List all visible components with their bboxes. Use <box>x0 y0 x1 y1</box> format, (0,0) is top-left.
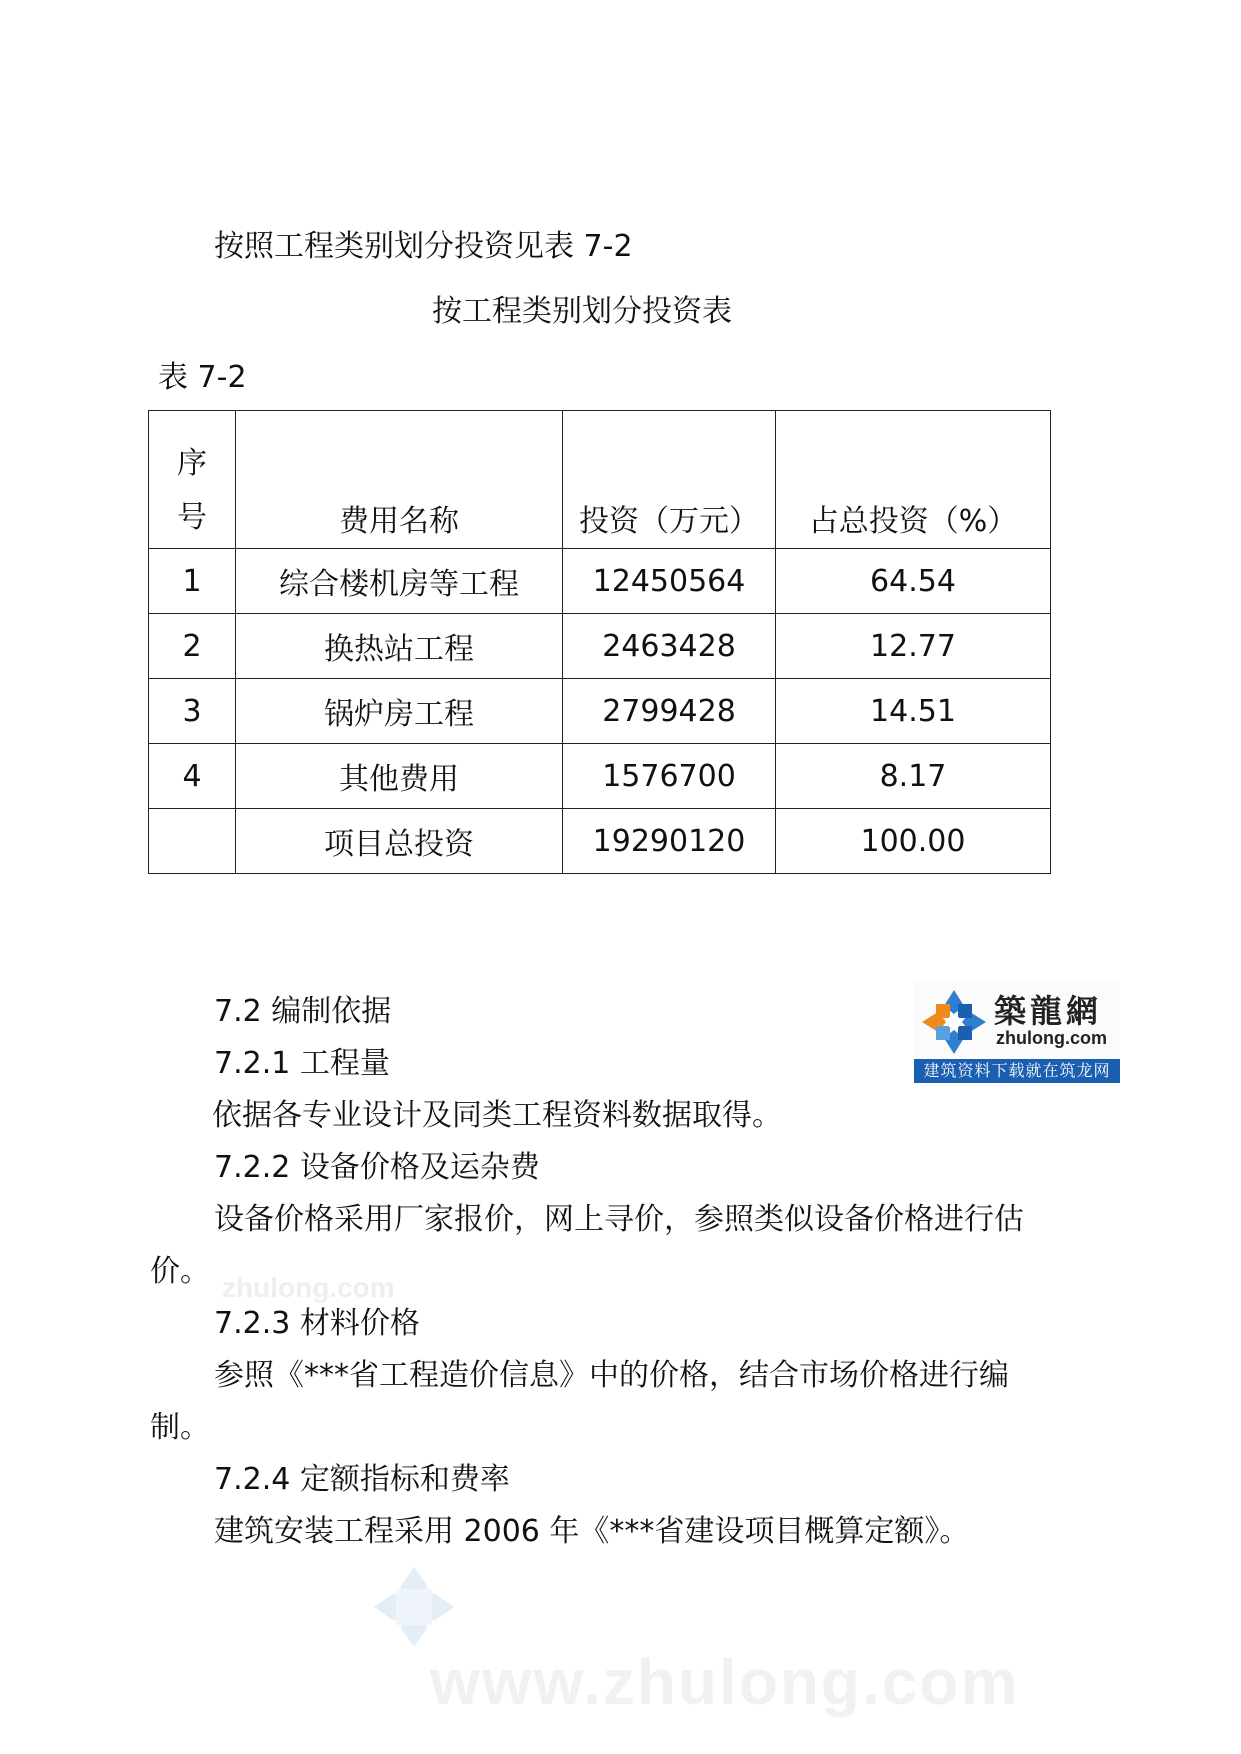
cell-name: 锅炉房工程 <box>236 679 563 744</box>
cell-name: 综合楼机房等工程 <box>236 549 563 614</box>
cell-seq: 1 <box>149 549 236 614</box>
section-heading-7-2-2: 7.2.2 设备价格及运杂费 <box>214 1150 540 1185</box>
watermark-emblem-icon <box>372 1565 456 1649</box>
investment-table <box>148 410 1051 874</box>
paragraph-7-2-2-line2: 价。 <box>150 1254 210 1289</box>
header-seq-1: 序 <box>177 446 207 481</box>
table-row-total <box>149 809 1051 874</box>
table-row <box>149 549 1051 614</box>
cell-investment: 1576700 <box>563 744 776 809</box>
paragraph-7-2-3-line2: 制。 <box>150 1410 210 1445</box>
table-row <box>149 614 1051 679</box>
zhulong-logo <box>914 982 1120 1082</box>
cell-percent: 8.17 <box>776 744 1051 809</box>
paragraph-7-2-1: 依据各专业设计及同类工程资料数据取得。 <box>212 1098 782 1133</box>
zhulong-logo-url: zhulong.com <box>996 1028 1107 1048</box>
zhulong-logo-slogan: 建筑资料下载就在筑龙网 <box>914 1059 1120 1083</box>
header-seq <box>149 411 236 549</box>
table-label: 表 7-2 <box>158 360 247 395</box>
cell-seq: 2 <box>149 614 236 679</box>
zhulong-logo-icon <box>920 988 988 1056</box>
table-row <box>149 679 1051 744</box>
cell-percent: 64.54 <box>776 549 1051 614</box>
header-seq-2: 号 <box>177 500 207 535</box>
cell-investment: 2799428 <box>563 679 776 744</box>
zhulong-logo-name: 築龍網 <box>994 992 1103 1030</box>
watermark-large: www.zhulong.com <box>430 1646 1020 1718</box>
cell-seq: 3 <box>149 679 236 744</box>
header-percent: 占总投资（%） <box>776 411 1051 549</box>
cell-name: 其他费用 <box>236 744 563 809</box>
cell-percent: 100.00 <box>776 809 1051 874</box>
table-row <box>149 744 1051 809</box>
cell-seq <box>149 809 236 874</box>
table-header-row <box>149 411 1051 549</box>
section-heading-7-2: 7.2 编制依据 <box>214 994 392 1029</box>
section-heading-7-2-4: 7.2.4 定额指标和费率 <box>214 1462 510 1497</box>
watermark-small: zhulong.com <box>222 1272 395 1303</box>
section-heading-7-2-3: 7.2.3 材料价格 <box>214 1306 420 1341</box>
paragraph-7-2-2-line1: 设备价格采用厂家报价，网上寻价，参照类似设备价格进行估 <box>214 1202 1024 1237</box>
header-investment: 投资（万元） <box>563 411 776 549</box>
section-heading-7-2-1: 7.2.1 工程量 <box>214 1046 390 1081</box>
cell-seq: 4 <box>149 744 236 809</box>
intro-paragraph: 按照工程类别划分投资见表 7-2 <box>214 229 633 264</box>
paragraph-7-2-4: 建筑安装工程采用 2006 年《***省建设项目概算定额》。 <box>214 1514 970 1549</box>
cell-name: 项目总投资 <box>236 809 563 874</box>
cell-investment: 2463428 <box>563 614 776 679</box>
cell-investment: 19290120 <box>563 809 776 874</box>
cell-name: 换热站工程 <box>236 614 563 679</box>
paragraph-7-2-3-line1: 参照《***省工程造价信息》中的价格，结合市场价格进行编 <box>214 1358 1009 1393</box>
cell-investment: 12450564 <box>563 549 776 614</box>
header-name: 费用名称 <box>236 411 563 549</box>
cell-percent: 14.51 <box>776 679 1051 744</box>
cell-percent: 12.77 <box>776 614 1051 679</box>
table-title: 按工程类别划分投资表 <box>432 294 732 329</box>
